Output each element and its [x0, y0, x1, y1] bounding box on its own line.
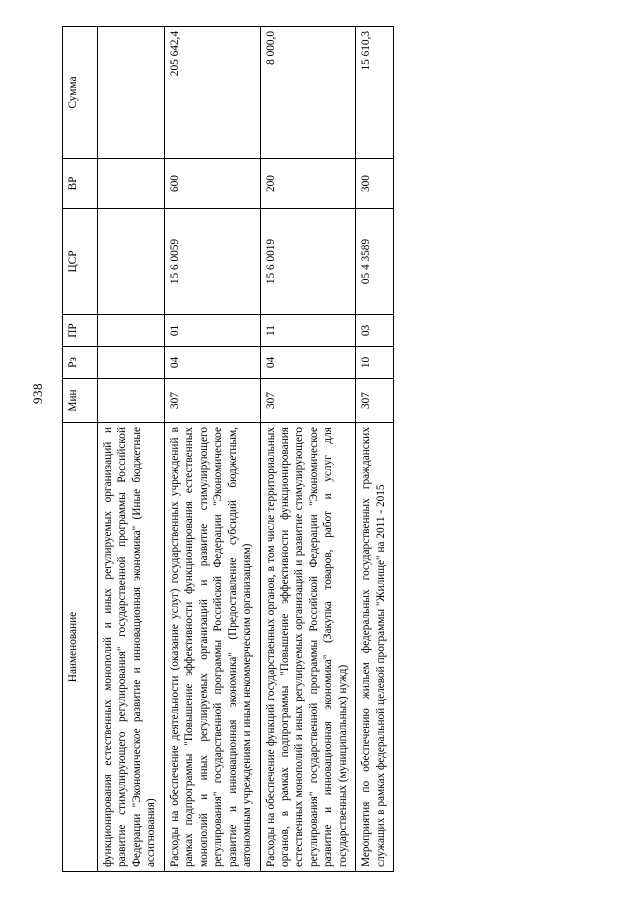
row-pr: 03 [356, 315, 394, 347]
row-name: Мероприятия по обеспечению жильем федеральных государственных гражданских служащих в рамках федеральной целевой программы "Жилище" на 2011 - 2015 [356, 423, 394, 872]
budget-table [62, 26, 394, 872]
rotated-table-container [62, 27, 618, 872]
row-pr [98, 315, 165, 347]
table-header-row [63, 27, 98, 872]
row-vr: 300 [356, 159, 394, 209]
row-min: 307 [164, 379, 260, 423]
row-pr: 01 [164, 315, 260, 347]
row-rz [98, 347, 165, 379]
table-row [164, 27, 260, 872]
page-number: 938 [30, 383, 45, 404]
row-rz: 10 [356, 347, 394, 379]
row-vr: 600 [164, 159, 260, 209]
row-rz: 04 [260, 347, 356, 379]
row-csr: 05 4 3589 [356, 209, 394, 315]
row-min: 307 [356, 379, 394, 423]
row-rz: 04 [164, 347, 260, 379]
row-min: 307 [260, 379, 356, 423]
row-sum [98, 27, 165, 159]
row-name: Расходы на обеспечение функций государственных органов, в том числе территориальных органов, в рамках подпрограммы "Повышение эффективности функционирования естественных монополий и иных регулируемых организаций и развитие стимулирующего регулирования" государственной программы Российской Федерации "Экономическое развитие и инновационная экономика" (Закупка товаров, работ и услуг для государственных (муниципальных) нужд) [260, 423, 356, 872]
row-vr: 200 [260, 159, 356, 209]
column-header-min: Мин [63, 379, 98, 423]
row-min [98, 379, 165, 423]
row-pr: 11 [260, 315, 356, 347]
column-header-vr: ВР [63, 159, 98, 209]
row-sum: 205 642,4 [164, 27, 260, 159]
row-sum: 8 000,0 [260, 27, 356, 159]
row-name: Расходы на обеспечение деятельности (оказание услуг) государственных учреждений в рамках подпрограммы "Повышение эффективности функционирования естественных монополий и иных регулируемых организаций и развитие стимулирующего регулирования" государственной программы Российской Федерации "Экономическое развитие и инновационная экономика" (Предоставление субсидий бюджетным, автономным учреждениям и иным некоммерческим организациям) [164, 423, 260, 872]
row-csr: 15 6 0059 [164, 209, 260, 315]
table-row [260, 27, 356, 872]
column-header-pr: ПР [63, 315, 98, 347]
row-csr [98, 209, 165, 315]
column-header-name: Наименование [63, 423, 98, 872]
row-vr [98, 159, 165, 209]
column-header-csr: ЦСР [63, 209, 98, 315]
column-header-rz: Рз [63, 347, 98, 379]
row-csr: 15 6 0019 [260, 209, 356, 315]
row-name: функционирования естественных монополий и иных регулируемых организаций и развитие стимулирующего регулирования" государственной программы Российской Федерации "Экономическое развитие и инновационная экономика" (Иные бюджетные ассигнования) [98, 423, 165, 872]
row-sum: 15 610,3 [356, 27, 394, 159]
table-row [356, 27, 394, 872]
column-header-sum: Сумма [63, 27, 98, 159]
table-row [98, 27, 165, 872]
